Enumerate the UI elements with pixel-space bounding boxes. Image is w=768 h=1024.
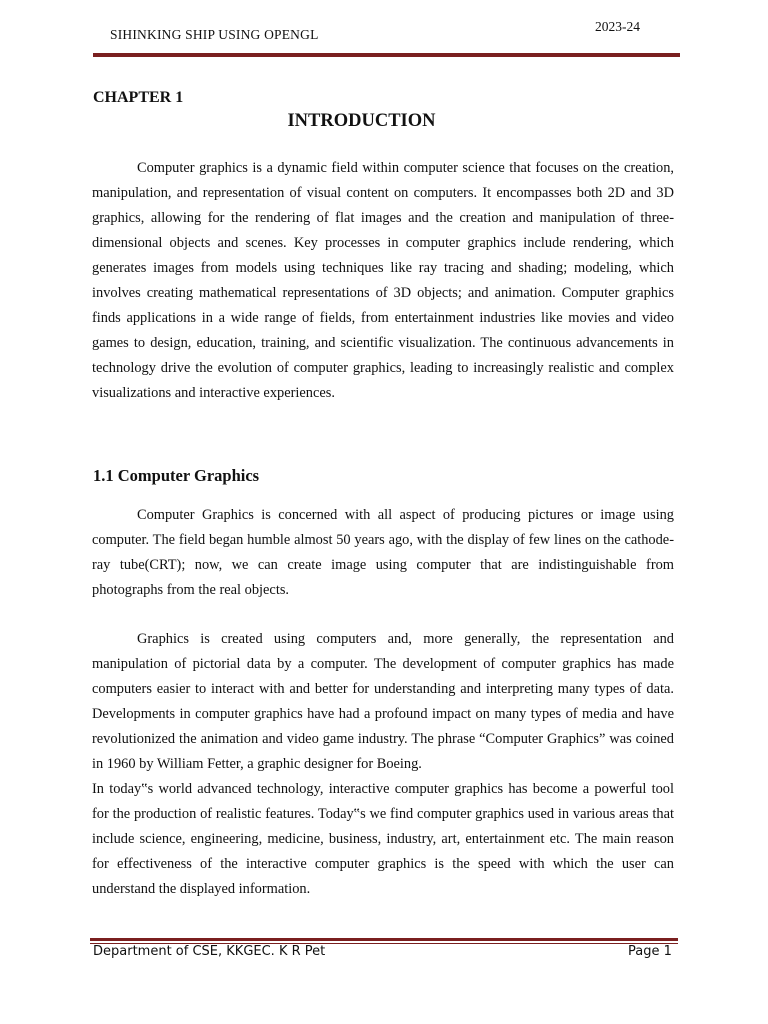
header-rule xyxy=(93,53,680,57)
footer-page-number: Page 1 xyxy=(628,944,672,959)
footer-rule-thick xyxy=(90,938,678,941)
section-paragraph-1 xyxy=(92,503,674,603)
section-paragraph-3-text: In today‟s world advanced technology, interactive computer graphics has become a powerful tool for the production of realistic features. Today‟s we find computer graphics used in various areas that include science, engineering, medicine, business, industry, art, entertainment etc. The main reason for effectiveness of the interactive computer graphics is the speed with which the user can understand the displayed information. xyxy=(92,781,674,897)
section-paragraph-1-text: Computer Graphics is concerned with all aspect of producing pictures or image using computer. The field began humble almost 50 years ago, with the display of few lines on the cathode-ray tube(CRT); now, we can create image using computer that are indistinguishable from photographs from the real objects. xyxy=(92,507,674,598)
chapter-label: CHAPTER 1 xyxy=(93,89,184,106)
header-year: 2023-24 xyxy=(595,19,640,34)
chapter-title: INTRODUCTION xyxy=(287,111,436,131)
section-paragraph-2 xyxy=(92,627,674,777)
section-paragraph-3 xyxy=(92,777,674,902)
header-title: SIHINKING SHIP USING OPENGL xyxy=(110,27,319,42)
section-paragraph-2-text: Graphics is created using computers and, more generally, the representation and manipulation of pictorial data by a computer. The development of computer graphics has made computers easier to interact with and better for understanding and interpreting many types of data. Developments in computer graphics have had a profound impact on many types of media and have revolutionized the animation and video game industry. The phrase “Computer Graphics” was coined in 1960 by William Fetter, a graphic designer for Boeing. xyxy=(92,631,674,772)
intro-paragraph xyxy=(92,156,674,406)
footer-department: Department of CSE, KKGEC. K R Pet xyxy=(93,944,326,959)
intro-paragraph-text: Computer graphics is a dynamic field within computer science that focuses on the creation, manipulation, and representation of visual content on computers. It encompasses both 2D and 3D graphics, allowing for the rendering of flat images and the creation and manipulation of three-dimensional objects and scenes. Key processes in computer graphics include rendering, which generates images from models using techniques like ray tracing and shading; modeling, which involves creating mathematical representations of 3D objects; and animation. Computer graphics finds applications in a wide range of fields, from entertainment industries like movies and video games to design, education, training, and scientific visualization. The continuous advancements in technology drive the evolution of computer graphics, leading to increasingly realistic and complex visualizations and interactive experiences. xyxy=(92,160,674,401)
section-heading: 1.1 Computer Graphics xyxy=(93,466,260,485)
